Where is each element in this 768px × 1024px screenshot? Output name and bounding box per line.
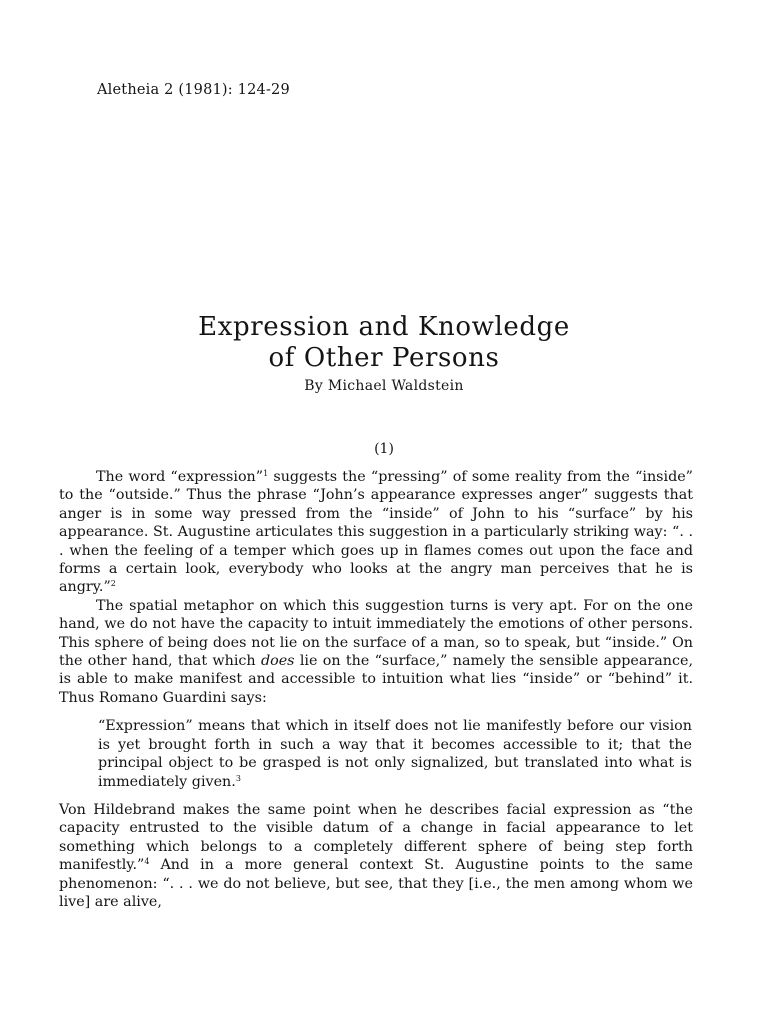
author-byline: By Michael Waldstein bbox=[304, 378, 464, 394]
paragraph-2-text-a: The spatial metaphor on which this suggestion turns is very apt. For on the one hand, we do not have the capacity to intuit immediately the emotions of other persons. This sphere of being does not lie on the surface of a man, so to speak, but “inside.” On the other hand, that which bbox=[59, 597, 693, 670]
article-title-block bbox=[0, 312, 768, 394]
paragraph-3-text-b: And in a more general context St. Augustine points to the same phenomenon: “. . . we do not believe, but see, that they [i.e., the men among whom we live] are alive, bbox=[59, 857, 693, 910]
article-title-line-2: of Other Persons bbox=[268, 343, 500, 373]
paragraph-2 bbox=[59, 597, 693, 707]
journal-citation: Aletheia 2 (1981): 124-29 bbox=[97, 82, 290, 98]
paragraph-3-text-a: Von Hildebrand makes the same point when he describes facial expression as “the capacity entrusted to the visible datum of a change in facial appearance to let something which belongs to a completely different sphere of being step forth manifestly.” bbox=[59, 801, 693, 874]
paragraph-2-emphasis: does bbox=[260, 653, 295, 670]
paragraph-2-text-b: lie on the “surface,” namely the sensible appearance, is able to make manifest and accessible to intuition what lies “inside” or “behind” it. Thus Romano Guardini says: bbox=[59, 653, 693, 706]
footnote-marker-4: 4 bbox=[144, 857, 150, 867]
section-number: (1) bbox=[374, 441, 394, 457]
paragraph-1-text-a: The word “expression” bbox=[96, 469, 264, 485]
block-quote-text bbox=[98, 717, 692, 791]
paragraph-3 bbox=[59, 801, 693, 911]
footnote-marker-3: 3 bbox=[235, 773, 241, 783]
article-body bbox=[59, 468, 693, 911]
paragraph-1 bbox=[59, 468, 693, 597]
footnote-marker-2: 2 bbox=[110, 579, 116, 589]
article-title-line-1: Expression and Knowledge bbox=[198, 312, 570, 342]
footnote-marker-1: 1 bbox=[263, 469, 269, 478]
block-quote-body: “Expression” means that which in itself does not lie manifestly before our vision is yet brought forth in such a way that it becomes accessible to it; that the principal object to be grasped is not only signalized, but translated into what is immediately given. bbox=[98, 718, 692, 790]
paragraph-1-text-b: suggests the “pressing” of some reality from the “inside” to the “outside.” Thus the phrase “John’s appearance expresses anger” suggests that anger is in some way pressed from the “inside” of John to his “surface” by his appearance. St. Augustine articulates this suggestion in a particularly striking way: “. . . when the feeling of a temper which goes up in flames comes out upon the face and forms a certain look, everybody who looks at the angry man perceives that he is angry.” bbox=[59, 469, 693, 596]
block-quote bbox=[98, 717, 692, 791]
